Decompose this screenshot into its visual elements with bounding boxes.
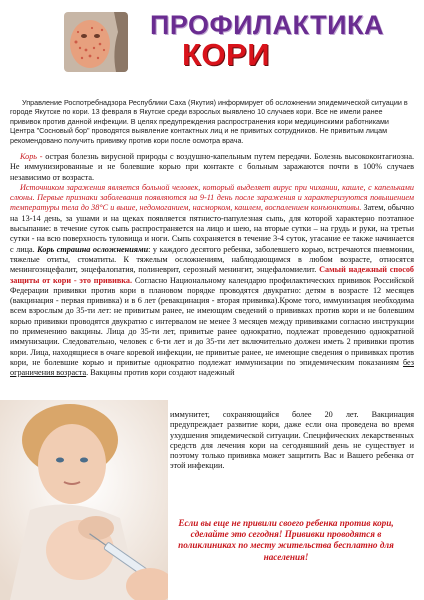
- vaccination-text: Согласно Национальному календарю профилактических прививок Российской Федерации прививки против кори в плановом порядке проводятся двукратно: детям в возрасте 12 месяцев (вакцинация - первая прививка) и в 6 лет (ревакцинация - вторая прививка).Кроме того, иммунизация необходима всем взрослым до 35-ти лет: не привитым ранее, не имеющим сведений о прививках против кори и не болевшим корью прививки проводятся двукратно с интервалом не менее 3 месяцев между прививками согласно инструкции по применению вакцины. Лица до 35-ти лет, привитые ранее однократно, подлежат проведению однократной иммунизации. Следовательно, человек с 6-ти лет и до 35-ти лет включительно должен иметь 2 прививки против кори. Лица, находящиеся в очаге коревой инфекции, не привитые ранее, не имеющие сведения о прививках против кори, не болевшие корью и привитые однократно подлежат иммунизации по эпидемическим показаниям: [10, 275, 414, 367]
- term-measles: Корь -: [20, 152, 43, 161]
- paragraph-symptoms: [10, 183, 414, 379]
- vaccination-callout: Если вы еще не привили своего ребенка против кори, сделайте это сегодня! Прививки проводятся в поликлиниках по месту жительства бесплатно для населения!: [178, 518, 394, 562]
- paragraph-definition: [10, 152, 414, 183]
- title-line-2: КОРИ: [182, 37, 270, 72]
- complications-heading: Корь страшна осложнениями: [37, 244, 149, 254]
- vaccine-text: . Вакцины против кори создают надежный: [86, 368, 235, 378]
- title-line-1: ПРОФИЛАКТИКА: [150, 10, 384, 40]
- header-photo-child-with-rash: [64, 12, 128, 72]
- vaccination-highlight: Самый надежный способ защиты от кори - это прививка.: [10, 265, 415, 285]
- intro-paragraph: Управление Роспотребнадзора Республики Саха (Якутия) информирует об осложнении эпидемической ситуации в городе Якутске по кори. 13 февраля в Якутске среди взрослых выявлено 10 случаев кори. Все не имели ранее прививок против данной инфекции. В целях предупреждения распространения кори медицинскими работниками Центра "Сосновый бор" проводятся выявление контактных лиц и не привитых сотрудников. Не привитым лицам рекомендовано получить прививку против кори после осмотра врача.: [10, 98, 408, 145]
- rash-text: Затем, обычно на 13-14 день, за ушами и на щеках появляется пятнисто-папулезная сыпь, для которой характерно поэтапное высыпание: в течение суток сыпь распространяется на лицо и шею, на вторые сутки – на грудь и руки, на третьи сутки - на всю поверхность туловища и ноги. Сыпь сохраняется в течение 3-4 суток, угасание ее также начинается с лица.: [10, 203, 414, 254]
- definition-text: острая болезнь вирусной природы с воздушно-капельным путем передачи. Болезнь высококонтагиозна. Не иммунизированные и не болевшие корью при контакте с больным заражаются почти в 100% случаев независимо от возраста.: [10, 152, 414, 182]
- page-title: [150, 10, 420, 70]
- child-vaccination-photo: [0, 400, 168, 600]
- main-body: [10, 152, 414, 379]
- symptoms-highlight: Источником заражения является больной человек, который выделяет вирус при чихании, кашле, с капельками слюны. Первые признаки заболевания появляются на 9-11 день после заражения и характеризуются повышением температуры тела до 38°С и выше, недомоганием, насморком, кашлем, воспалением конъюнктивы.: [10, 182, 414, 213]
- no-age-limit: без ограничения возраста: [10, 357, 414, 378]
- immunity-paragraph: иммунитет, сохраняющийся более 20 лет. Вакцинация предупреждает развитие кори, даже если она проведена во время ухудшения эпидемической ситуации. Специфических лекарственных средств для лечения кори на сегодняшний день не существует и поэтому только прививка может защитить Вас и Вашего ребенка от этой инфекции.: [170, 410, 414, 471]
- complications-text: : у каждого десятого ребенка, заболевшего корью, встречаются пневмонии, тяжелые отиты, стоматиты. К тяжелым осложнениям, наблюдающимся в любом возрасте, относятся менингоэнцефалит, энцефалопатия, полиневрит, серозный менингит, энцефаломиелит.: [10, 244, 415, 275]
